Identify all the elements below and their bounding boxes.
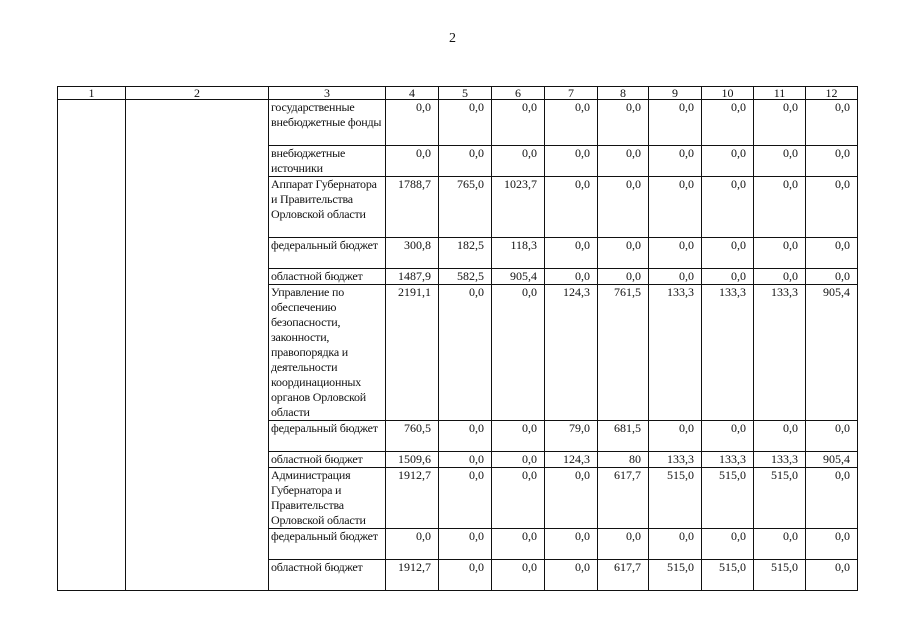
- table-cell: 0,0: [754, 421, 806, 452]
- table-cell: 681,5: [598, 421, 649, 452]
- table-cell: 0,0: [492, 146, 545, 177]
- table-cell: 1912,7: [386, 468, 439, 529]
- table-cell: 0,0: [806, 146, 858, 177]
- page-number: 2: [449, 31, 456, 46]
- table-cell: 79,0: [545, 421, 598, 452]
- table-cell: 0,0: [598, 177, 649, 238]
- table-cell: 0,0: [545, 238, 598, 269]
- table-cell: 2191,1: [386, 285, 439, 421]
- table-cell: 0,0: [439, 560, 492, 591]
- row-name: федеральный бюджет: [269, 529, 386, 560]
- table-cell: 515,0: [754, 468, 806, 529]
- table-cell: 0,0: [598, 100, 649, 146]
- table-cell: 133,3: [649, 452, 702, 468]
- table-cell: 765,0: [439, 177, 492, 238]
- table-cell: 0,0: [649, 177, 702, 238]
- column-header: 3: [269, 87, 386, 100]
- column-header: 11: [754, 87, 806, 100]
- row-name: федеральный бюджет: [269, 238, 386, 269]
- table-cell: 1023,7: [492, 177, 545, 238]
- table-cell: 515,0: [649, 468, 702, 529]
- table-cell: 0,0: [598, 269, 649, 285]
- table-cell: 0,0: [702, 177, 754, 238]
- table-cell: 0,0: [439, 146, 492, 177]
- table-cell: 124,3: [545, 452, 598, 468]
- table-cell: 0,0: [754, 146, 806, 177]
- table-cell: 617,7: [598, 560, 649, 591]
- table-cell: 0,0: [492, 285, 545, 421]
- row-name: Администрация Губернатора и Правительства Орловской области: [269, 468, 386, 529]
- table-cell: 582,5: [439, 269, 492, 285]
- table-cell: 0,0: [492, 421, 545, 452]
- table-cell: 133,3: [702, 452, 754, 468]
- table-cell: 0,0: [492, 560, 545, 591]
- table-cell: 905,4: [806, 285, 858, 421]
- table-cell: 0,0: [492, 452, 545, 468]
- row-name: государственные внебюджетные фонды: [269, 100, 386, 146]
- table-cell: 0,0: [806, 100, 858, 146]
- table-cell: 80: [598, 452, 649, 468]
- table-cell: 0,0: [649, 146, 702, 177]
- table-cell: 0,0: [806, 560, 858, 591]
- table-cell: 0,0: [439, 468, 492, 529]
- column-header: 1: [58, 87, 126, 100]
- table-cell: 0,0: [702, 421, 754, 452]
- table-cell: 133,3: [702, 285, 754, 421]
- table-row: [58, 100, 858, 146]
- table-cell: 515,0: [649, 560, 702, 591]
- table-cell: 515,0: [754, 560, 806, 591]
- table-cell: 1487,9: [386, 269, 439, 285]
- table-cell: 0,0: [492, 100, 545, 146]
- table-cell: 0,0: [492, 468, 545, 529]
- table-cell: 0,0: [439, 529, 492, 560]
- empty-cell-col1: [58, 100, 126, 591]
- row-name: Аппарат Губернатора и Правительства Орловской области: [269, 177, 386, 238]
- table-cell: 182,5: [439, 238, 492, 269]
- table-cell: 133,3: [754, 285, 806, 421]
- table-cell: 0,0: [649, 269, 702, 285]
- table-cell: 0,0: [649, 100, 702, 146]
- table-cell: 0,0: [649, 238, 702, 269]
- column-header: 5: [439, 87, 492, 100]
- table-cell: 0,0: [702, 529, 754, 560]
- header-row: [58, 87, 858, 100]
- table-cell: 1509,6: [386, 452, 439, 468]
- table-cell: 0,0: [545, 146, 598, 177]
- table-cell: 0,0: [702, 100, 754, 146]
- table-cell: 0,0: [598, 529, 649, 560]
- table-cell: 0,0: [806, 421, 858, 452]
- table-cell: 515,0: [702, 560, 754, 591]
- budget-table: [57, 86, 858, 591]
- column-header: 8: [598, 87, 649, 100]
- column-header: 12: [806, 87, 858, 100]
- table-cell: 118,3: [492, 238, 545, 269]
- table-cell: 0,0: [754, 177, 806, 238]
- table-cell: 0,0: [754, 100, 806, 146]
- column-header: 9: [649, 87, 702, 100]
- table-cell: 0,0: [545, 269, 598, 285]
- table-cell: 0,0: [492, 529, 545, 560]
- table-cell: 0,0: [439, 100, 492, 146]
- table-cell: 0,0: [754, 529, 806, 560]
- table-cell: 760,5: [386, 421, 439, 452]
- table-cell: 0,0: [439, 421, 492, 452]
- row-name: федеральный бюджет: [269, 421, 386, 452]
- table-cell: 0,0: [806, 529, 858, 560]
- row-name: внебюджетные источники: [269, 146, 386, 177]
- table-cell: 300,8: [386, 238, 439, 269]
- table-cell: 0,0: [598, 238, 649, 269]
- table-cell: 0,0: [702, 238, 754, 269]
- table-cell: 0,0: [439, 285, 492, 421]
- table-cell: 1912,7: [386, 560, 439, 591]
- table-cell: 0,0: [702, 146, 754, 177]
- row-name: областной бюджет: [269, 452, 386, 468]
- table-cell: 0,0: [545, 468, 598, 529]
- table-cell: 0,0: [806, 238, 858, 269]
- table-cell: 1788,7: [386, 177, 439, 238]
- column-header: 2: [126, 87, 269, 100]
- column-header: 4: [386, 87, 439, 100]
- table-cell: 0,0: [649, 529, 702, 560]
- table-cell: 0,0: [806, 269, 858, 285]
- row-name: областной бюджет: [269, 269, 386, 285]
- table-cell: 124,3: [545, 285, 598, 421]
- table-cell: 133,3: [649, 285, 702, 421]
- column-header: 7: [545, 87, 598, 100]
- table-cell: 0,0: [545, 560, 598, 591]
- table-cell: 0,0: [649, 421, 702, 452]
- table-cell: 0,0: [806, 468, 858, 529]
- table-cell: 0,0: [598, 146, 649, 177]
- table-cell: 905,4: [492, 269, 545, 285]
- table-cell: 0,0: [386, 146, 439, 177]
- table-cell: 761,5: [598, 285, 649, 421]
- row-name: областной бюджет: [269, 560, 386, 591]
- table-cell: 0,0: [545, 100, 598, 146]
- column-header: 10: [702, 87, 754, 100]
- column-header: 6: [492, 87, 545, 100]
- table-cell: 0,0: [754, 269, 806, 285]
- table-cell: 617,7: [598, 468, 649, 529]
- table-cell: 0,0: [545, 529, 598, 560]
- row-name: Управление по обеспечению безопасности, законности, правопорядка и деятельности координационных органов Орловской области: [269, 285, 386, 421]
- table-cell: 0,0: [806, 177, 858, 238]
- table-cell: 0,0: [386, 100, 439, 146]
- empty-cell-col2: [126, 100, 269, 591]
- table-cell: 133,3: [754, 452, 806, 468]
- table-cell: 0,0: [754, 238, 806, 269]
- table-cell: 905,4: [806, 452, 858, 468]
- table-cell: 0,0: [439, 452, 492, 468]
- table-cell: 0,0: [545, 177, 598, 238]
- table-cell: 515,0: [702, 468, 754, 529]
- table-cell: 0,0: [386, 529, 439, 560]
- table-cell: 0,0: [702, 269, 754, 285]
